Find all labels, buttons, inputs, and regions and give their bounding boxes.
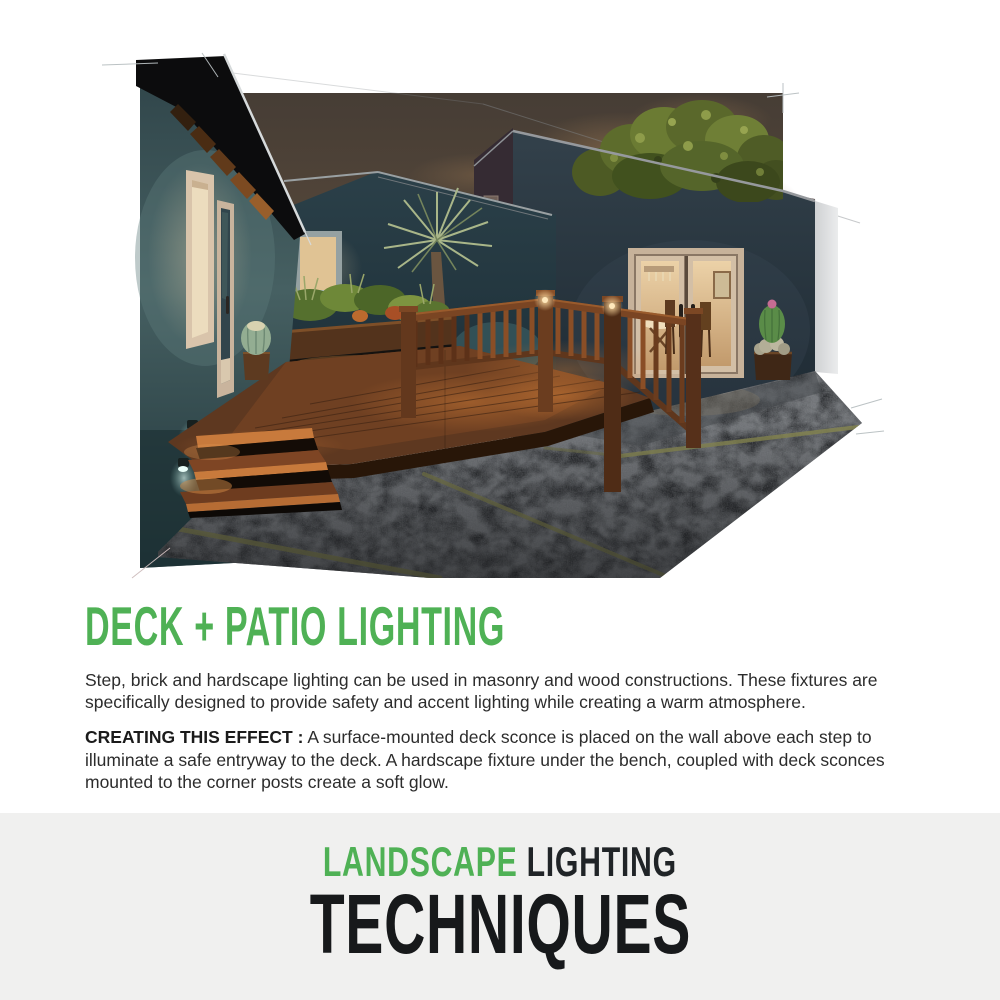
railing-post — [538, 294, 553, 412]
brand-line-2 — [0, 877, 1000, 971]
footer-brand — [0, 813, 1000, 1000]
brand-lighting: LIGHTING — [526, 838, 678, 885]
page-title-text: DECK + PATIO LIGHTING — [85, 595, 506, 657]
white-side-panel — [815, 201, 838, 374]
page-title — [85, 595, 939, 657]
effect-text: A surface-mounted deck sconce is placed on the wall above each step to illuminate a safe entryway to the deck. A hardscape fixture under the bench, coupled with deck sconces mounted to the corner posts create a soft glow. — [85, 726, 885, 793]
railing-post — [604, 300, 621, 492]
door-handle — [226, 296, 229, 314]
railing-post — [686, 312, 701, 448]
effect-label: CREATING THIS EFFECT : — [85, 726, 304, 747]
article-section — [85, 595, 939, 794]
tall-window — [186, 170, 214, 349]
glass-door — [217, 200, 234, 398]
cactus-bloom — [768, 300, 777, 309]
brand-landscape: LANDSCAPE — [322, 838, 518, 885]
brand-techniques: TECHNIQUES — [309, 877, 691, 971]
effect-paragraph — [85, 726, 939, 794]
railing-post — [401, 310, 416, 418]
intro-paragraph: Step, brick and hardscape lighting can be used in masonry and wood constructions. These fixtures are specifically designed to provide safety and accent lighting while creating a warm atmosphere. — [85, 669, 878, 713]
